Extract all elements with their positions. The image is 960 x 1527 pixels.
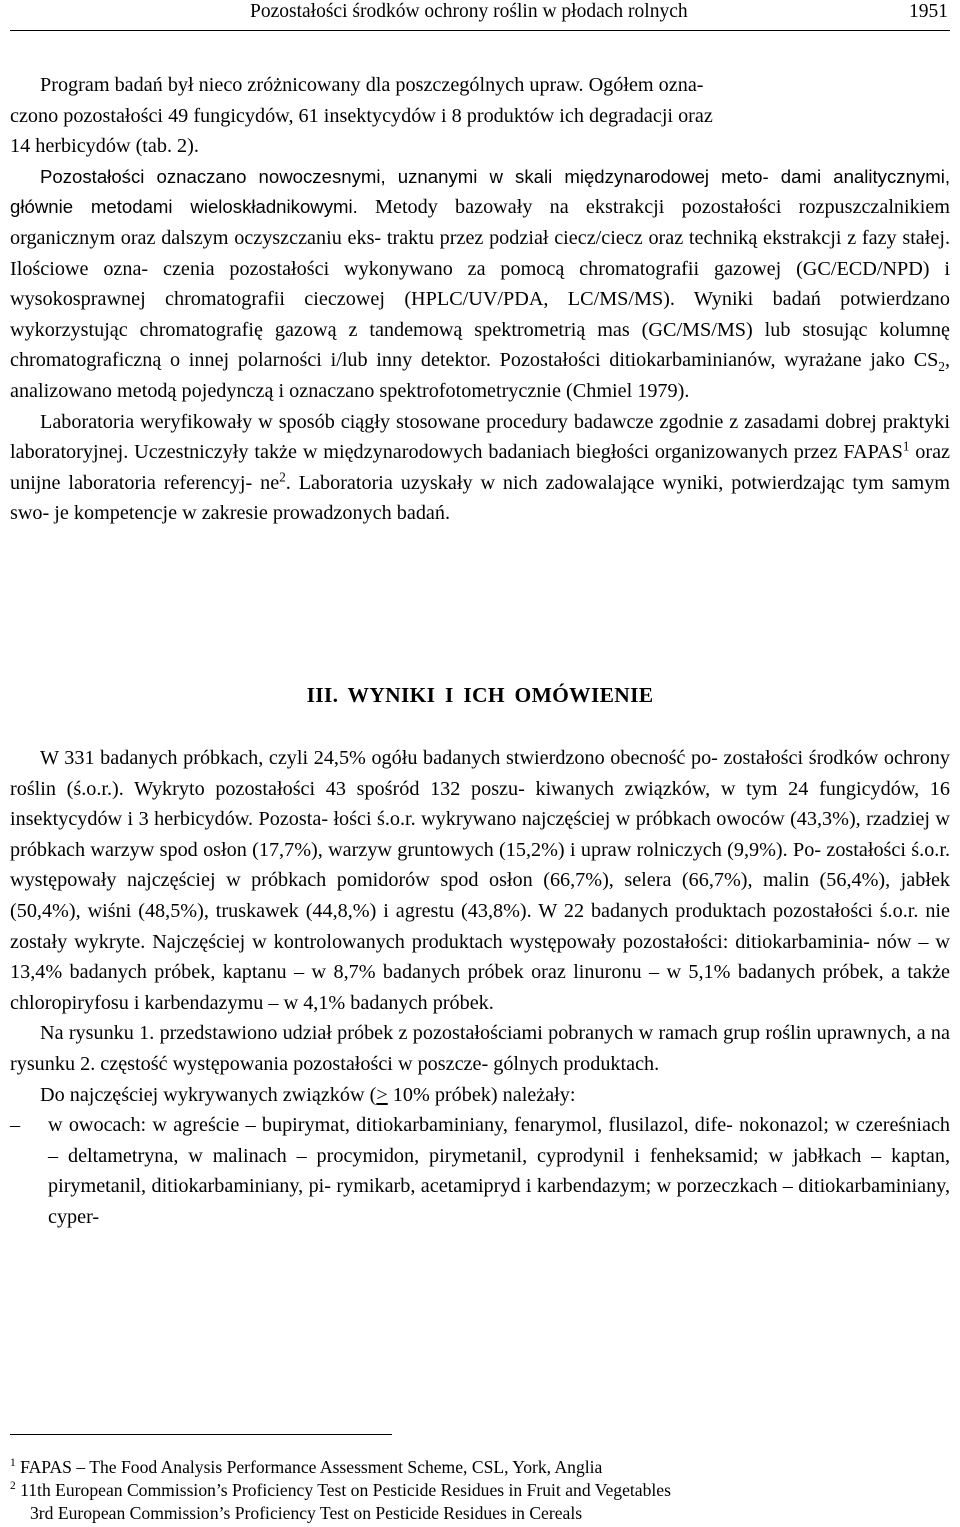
paragraph-methods xyxy=(10,162,950,407)
paragraph-methods-end: , analizowano metodą pojedynczą i oznaczano spektrofotometrycznie (Chmiel 1979). xyxy=(10,349,950,402)
paragraph-results-3-end: 10% próbek) należały: xyxy=(387,1083,576,1106)
paragraph-program-line-3: 14 herbicydów (tab. 2). xyxy=(10,135,199,158)
section-heading: III. WYNIKI I ICH OMÓWIENIE xyxy=(306,683,654,707)
paragraph-methods-sans-part: Pozostałości oznaczano nowoczesnymi, uznanymi w skali międzynarodowej meto- dami analitycznymi, głównie metodami wieloskładnikowymi. xyxy=(10,165,950,218)
paragraph-program xyxy=(10,70,950,162)
results-section xyxy=(10,743,950,1233)
paragraph-laboratories xyxy=(10,407,950,529)
footnote-1-text: FAPAS – The Food Analysis Performance Assessment Scheme, CSL, York, Anglia xyxy=(15,1457,603,1477)
paragraph-results-1: W 331 badanych próbkach, czyli 24,5% ogółu badanych stwierdzono obecność po- zostałości środków ochrony roślin (ś.o.r.). Wykryto pozostałości 43 spośród 132 poszu- kiwanych związków, w tym 24 fungicydów, 16 insektycydów i 3 herbicydów. Pozosta- łości ś.o.r. wykrywano najczęściej w próbkach owoców (43,3%), rzadziej w próbkach warzyw spod osłon (17,7%), warzyw gruntowych (15,2%) i upraw rolniczych (9,9%). Po- zostałości ś.o.r. występowały najczęściej w próbkach pomidorów spod osłon (66,7%), selera (66,7%), malin (56,4%), jabłek (50,4%), wiśni (48,5%), truskawek (44,8,%) i agrestu (43,8%). W 22 badanych produktach pozostałości ś.o.r. nie zostały wykryte. Najczęściej w kontrolowanych produktach występowały pozostałości: ditiokarbaminia- nów – w 13,4% badanych próbek, kaptanu – w 8,7% badanych próbek oraz linuronu – w 5,1% badanych próbek, a także chloropiryfosu i karbendazymu – w 4,1% badanych próbek. xyxy=(10,747,950,1014)
cs2-subscript: 2 xyxy=(938,359,945,375)
footnote-2-continued: 3rd European Commission’s Proficiency Test on Pesticide Residues in Cereals xyxy=(30,1503,583,1523)
methods-section xyxy=(10,70,950,529)
list-item xyxy=(10,1110,950,1232)
list-item-text: w owocach: w agreście – bupirymat, ditiokarbaminiany, fenarymol, flusilazol, dife- nokonazol; w czereśniach – deltametryna, w malinach – procymidon, pirymetanil, cyprodynil i fenheksamid; w jabłkach – kaptan, pirymetanil, ditiokarbaminiany, pi- rymikarb, acetamipryd i karbendazym; w porzeczkach – ditiokarbaminiany, cyper- xyxy=(48,1114,950,1228)
header-rule xyxy=(10,30,950,31)
running-header xyxy=(10,0,950,26)
footnote-2 xyxy=(10,1479,671,1501)
running-title: Pozostałości środków ochrony roślin w płodach rolnych xyxy=(250,1,688,22)
paragraph-program-line-2: czono pozostałości 49 fungicydów, 61 insektycydów i 8 produktów ich degradacji oraz xyxy=(10,104,713,127)
footnote-2-text: 11th European Commission’s Proficiency Test on Pesticide Residues in Fruit and Vegetables xyxy=(15,1480,671,1500)
page-number: 1951 xyxy=(909,1,948,22)
list-dash: – xyxy=(10,1114,21,1137)
paragraph-lab-text: Laboratoria weryfikowały w sposób ciągły stosowane procedury badawcze zgodnie z zasadami dobrej praktyki laboratoryjnej. Uczestniczyły także w międzynarodowych badaniach biegłości organizowanych przez FAPAS xyxy=(10,410,950,464)
paragraph-methods-text: Metody bazowały na ekstrakcji pozostałości rozpuszczalnikiem organicznym oraz dalszym oczyszczaniu eks- traktu przez podział ciecz/ciecz oraz techniką ekstrakcji z fazy stałej. Ilościowe ozna- czenia pozostałości wykonywano za pomocą chromatografii gazowej (GC/ECD/NPD) i wysokosprawnej chromatografii cieczowej (HPLC/UV/PDA, LC/MS/MS). Wyniki badań potwierdzano wykorzystując chromatografię gazową z tandemową spektrometrią mas (GC/MS/MS) lub stosując kolumnę chromatograficzną o innej polarności i/lub inny detektor. Pozostałości ditiokarbaminianów, wyrażane jako CS xyxy=(10,196,950,372)
footnote-ref-2[interactable]: 2 xyxy=(279,468,286,484)
footnote-ref-1[interactable]: 1 xyxy=(902,438,910,454)
paragraph-lab-text-2: oraz unijne laboratoria referencyj- ne xyxy=(10,441,950,494)
paragraph-results-3-text: Do najczęściej wykrywanych związków ( xyxy=(40,1083,377,1106)
paragraph-results-3 xyxy=(10,1080,950,1111)
footnote-2-mark: 2 xyxy=(10,1480,16,1493)
paragraph-lab-text-3: . Laboratoria uzyskały w nich zadowalające wyniki, potwierdzając tym samym swo- je kompetencje w zakresie prowadzonych badań. xyxy=(10,471,950,525)
greater-equal-symbol: > xyxy=(376,1083,388,1106)
footnote-1 xyxy=(10,1456,602,1478)
paragraph-results-2: Na rysunku 1. przedstawiono udział próbek z pozostałościami pobranych w ramach grup roślin uprawnych, a na rysunku 2. częstość występowania pozostałości w poszcze- gólnych produktach. xyxy=(10,1022,950,1075)
footnote-rule xyxy=(10,1434,392,1435)
footnote-1-mark: 1 xyxy=(10,1457,16,1470)
paragraph-program-line-1: Program badań był nieco zróżnicowany dla poszczególnych upraw. Ogółem ozna- xyxy=(40,74,704,96)
